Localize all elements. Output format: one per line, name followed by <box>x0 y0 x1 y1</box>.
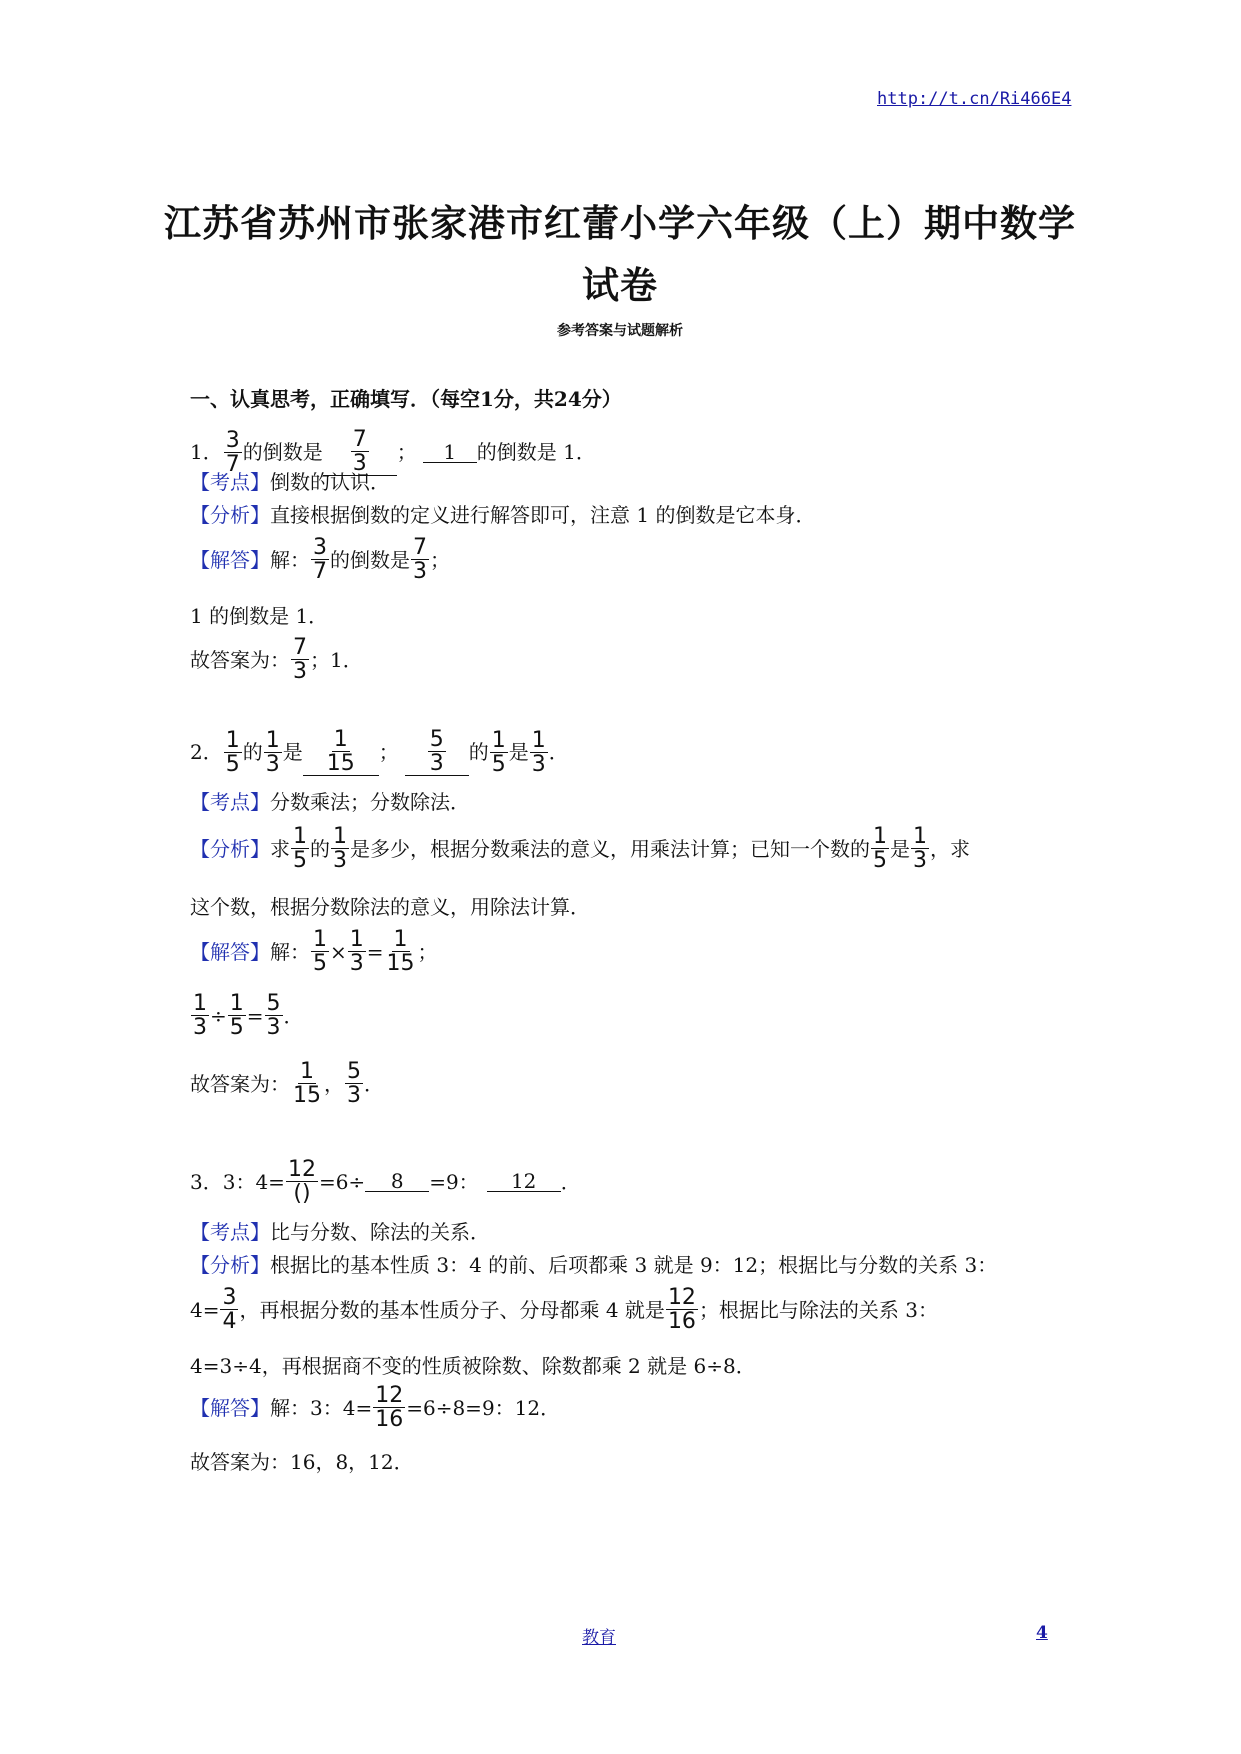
fraction: $\frac{1}{3}$ <box>333 824 347 874</box>
kaodian-label: 【考点】 <box>190 470 270 494</box>
q3-text: ． <box>560 1169 581 1194</box>
answer-text: ， <box>324 1071 344 1096</box>
fenxi-text: 是 <box>890 836 910 861</box>
section-heading: 一、认真思考，正确填写．（每空1分，共24分） <box>190 387 622 411</box>
q1-answer <box>190 636 363 683</box>
q3-fenxi-line3 <box>190 1356 756 1376</box>
q2-fenxi <box>190 825 970 872</box>
q2-number: 2． <box>190 740 223 765</box>
kaodian-text: 倒数的认识． <box>270 470 390 494</box>
fraction: $\frac{1}{3}$ <box>913 824 927 874</box>
fraction: $\frac{1}{5}$ <box>313 927 327 977</box>
fraction: $\frac{1}{3}$ <box>531 727 546 777</box>
fraction: $\frac{1}{5}$ <box>225 727 240 777</box>
fraction: $\frac{12}{16}$ <box>667 1285 696 1335</box>
page-title-line2: 试卷 <box>582 264 658 307</box>
q2-answer-blank-1 <box>303 728 379 776</box>
q2-text: 是 <box>282 740 303 765</box>
q1-text: ； <box>396 440 417 465</box>
jieda-text: 解： <box>270 547 310 572</box>
divide-sign: ÷ <box>210 1003 227 1028</box>
q1-number: 1． <box>190 440 223 465</box>
jieda-label: 【解答】 <box>190 1395 270 1420</box>
fenxi-text: ，求 <box>930 836 970 861</box>
fenxi-text: 直接根据倒数的定义进行解答即可，注意 1 的倒数是它本身． <box>270 503 816 527</box>
fraction: $\frac{3}{7}$ <box>313 535 327 585</box>
jieda-text: 解： <box>270 939 310 964</box>
q2-answer-blank-2 <box>405 728 469 776</box>
q1-jieda <box>190 536 450 583</box>
q2-text: ． <box>548 740 569 765</box>
fraction: $\frac{7}{3}$ <box>413 535 427 585</box>
fraction: $\frac{7}{3}$ <box>293 635 307 685</box>
q3-answer <box>190 1452 414 1472</box>
footer-edu-link[interactable]: 教育 <box>582 1628 616 1648</box>
q1-answer-blank-1 <box>323 428 397 476</box>
kaodian-label: 【考点】 <box>190 1220 270 1244</box>
q3-kaodian <box>190 1222 490 1242</box>
q2-kaodian <box>190 792 470 812</box>
fraction: $\frac{1}{5}$ <box>229 991 244 1041</box>
fraction: $\frac{5}{3}$ <box>266 991 281 1041</box>
q1-fenxi <box>190 505 815 525</box>
fenxi-text: 4= <box>190 1297 220 1322</box>
q2-jieda <box>190 928 438 975</box>
fraction: $\frac{1}{15}$ <box>326 727 355 777</box>
fenxi-text: 是多少，根据分数乘法的意义，用乘法计算；已知一个数的 <box>350 836 870 861</box>
kaodian-text: 分数乘法；分数除法． <box>270 790 470 814</box>
jieda-label: 【解答】 <box>190 939 270 964</box>
q2-fenxi-line2 <box>190 897 590 917</box>
fenxi-label: 【分析】 <box>190 503 270 527</box>
fraction: $\frac{1}{5}$ <box>491 727 506 777</box>
q3-number: 3． <box>190 1169 223 1194</box>
answer-text: 故答案为：16，8，12． <box>190 1450 414 1474</box>
q2-jieda-line2 <box>190 992 304 1039</box>
q1-stem <box>190 428 596 476</box>
q2-text: 是 <box>508 740 529 765</box>
equals-sign: = <box>366 939 384 964</box>
fraction: $\frac{3}{7}$ <box>225 427 240 477</box>
fraction: $\frac{7}{3}$ <box>352 427 367 477</box>
q2-text: 的 <box>468 740 489 765</box>
q3-fenxi-line2 <box>190 1286 938 1333</box>
q1-kaodian <box>190 472 390 492</box>
fenxi-text: 这个数，根据分数除法的意义，用除法计算． <box>190 895 590 919</box>
answer-text: 故答案为： <box>190 647 290 672</box>
fraction: $\frac{12}{16}$ <box>375 1383 404 1433</box>
fenxi-text: ；根据比与除法的关系 3： <box>698 1297 939 1322</box>
page-title: 江苏省苏州市张家港市红蕾小学六年级（上）期中数学 <box>164 202 1076 245</box>
fraction: $\frac{1}{15}$ <box>293 1059 321 1109</box>
fenxi-text: ，再根据分数的基本性质分子、分母都乘 4 就是 <box>239 1297 665 1322</box>
fenxi-label: 【分析】 <box>190 1253 270 1277</box>
jieda-text: 1 的倒数是 1． <box>190 604 329 628</box>
q2-text: ； <box>378 740 399 765</box>
jieda-text: 解：3：4= <box>270 1395 373 1420</box>
header-url-link[interactable]: http://t.cn/Ri466E4 <box>877 89 1072 109</box>
fenxi-text: 根据比的基本性质 3：4 的前、后项都乘 3 就是 9：12；根据比与分数的关系 3： <box>270 1253 998 1277</box>
fraction: $\frac{1}{3}$ <box>349 927 364 977</box>
fraction: $\frac{3}{4}$ <box>222 1285 237 1335</box>
fraction: $\frac{1}{5}$ <box>873 824 887 874</box>
kaodian-text: 比与分数、除法的关系． <box>270 1220 490 1244</box>
page-subtitle: 参考答案与试题解析 <box>557 323 683 339</box>
q3-text: =9： <box>429 1169 479 1194</box>
q3-stem <box>190 1158 581 1205</box>
q3-answer-blank-1: 8 <box>365 1171 429 1192</box>
q3-answer-blank-2: 12 <box>487 1171 561 1192</box>
equals-sign: = <box>246 1003 264 1028</box>
jieda-text: ． <box>283 1003 304 1028</box>
q1-line2 <box>190 606 328 626</box>
fenxi-label: 【分析】 <box>190 836 270 861</box>
q1-answer-blank-2: 1 <box>423 442 477 463</box>
q2-stem <box>190 728 569 776</box>
fenxi-text: 4=3÷4，再根据商不变的性质被除数、除数都乘 2 就是 6÷8． <box>190 1354 756 1378</box>
q3-text: 3：4= <box>222 1169 285 1194</box>
page-number[interactable]: 4 <box>1036 1623 1048 1643</box>
fenxi-text: 求 <box>270 836 290 861</box>
q1-text: 的倒数是 <box>242 440 323 465</box>
times-sign: × <box>330 939 347 964</box>
answer-text: ． <box>364 1071 384 1096</box>
fraction: $\frac{5}{3}$ <box>429 727 444 777</box>
jieda-text: ； <box>417 939 438 964</box>
q1-text: 的倒数是 1． <box>476 440 596 465</box>
fraction: $\frac{1}{3}$ <box>193 991 207 1041</box>
fraction: $\frac{5}{3}$ <box>347 1059 361 1109</box>
fraction: $\frac{1}{15}$ <box>386 927 415 977</box>
q3-jieda <box>190 1384 560 1431</box>
q3-fenxi <box>190 1255 997 1275</box>
fraction: $\frac{1}{5}$ <box>293 824 307 874</box>
jieda-text: 的倒数是 <box>330 547 410 572</box>
q3-text: =6÷ <box>318 1169 366 1194</box>
answer-text: 故答案为： <box>190 1071 290 1096</box>
answer-text: ；1． <box>310 647 363 672</box>
q2-answer <box>190 1060 384 1107</box>
q2-text: 的 <box>242 740 263 765</box>
fraction: $\frac{1}{3}$ <box>265 727 280 777</box>
jieda-text: ； <box>430 547 450 572</box>
fraction: $\frac{12}{()}$ <box>287 1157 316 1207</box>
jieda-text: =6÷8=9：12． <box>406 1395 561 1420</box>
kaodian-label: 【考点】 <box>190 790 270 814</box>
fenxi-text: 的 <box>310 836 330 861</box>
jieda-label: 【解答】 <box>190 547 270 572</box>
